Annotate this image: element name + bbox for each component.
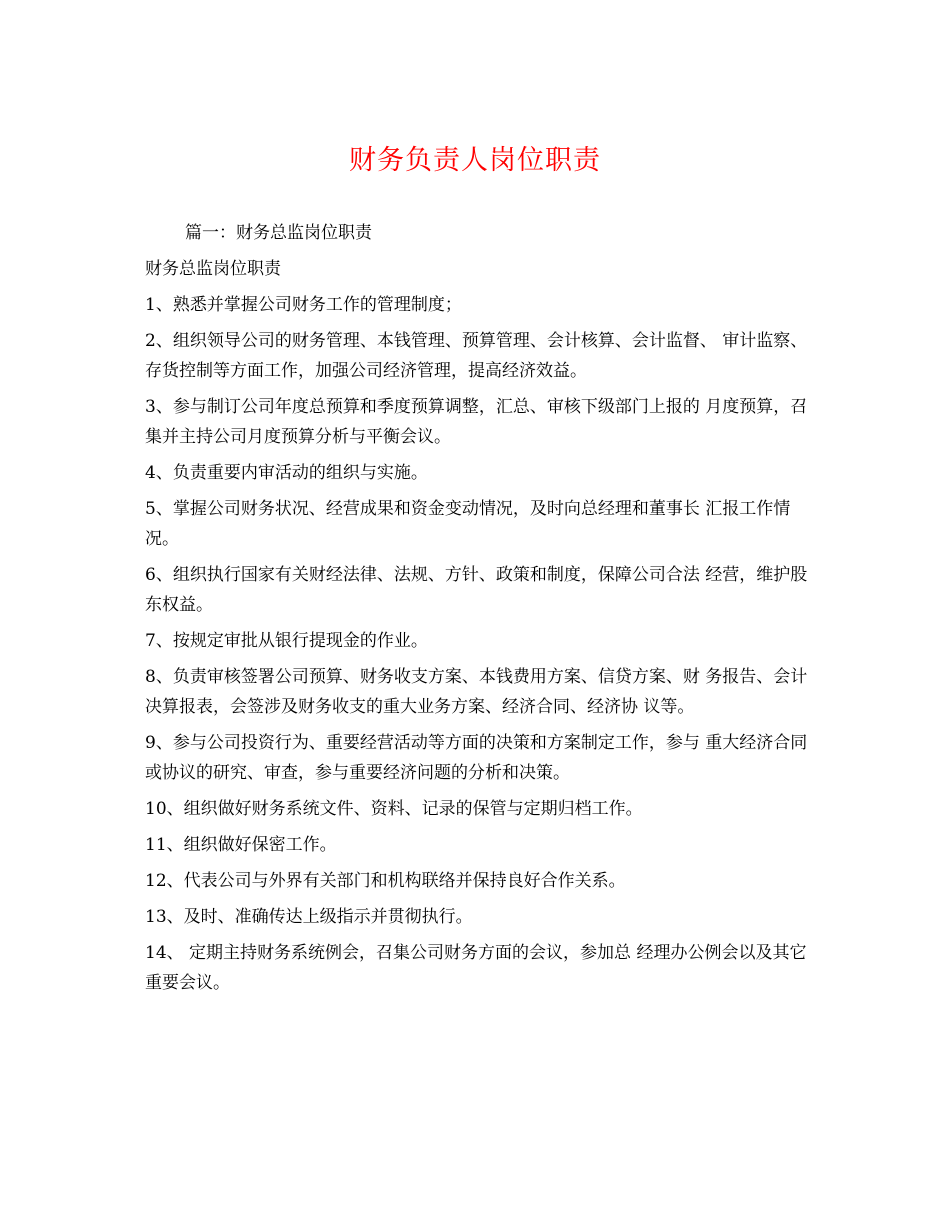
duty-item-4: 4、负责重要内审活动的组织与实施。 [145,463,428,483]
section-heading: 财务总监岗位职责 [145,259,281,279]
duty-item-14: 14、 定期主持财务系统例会，召集公司财务方面的会议，参加总 经理办公例会以及其它重要会议。 [145,943,807,993]
duty-item-6: 6、组织执行国家有关财经法律、法规、方针、政策和制度，保障公司合法 经营，维护股东权益。 [145,565,808,615]
duty-item-9: 9、参与公司投资行为、重要经营活动等方面的决策和方案制定工作，参与 重大经济合同或协议的研究、审查，参与重要经济问题的分析和决策。 [145,733,808,783]
duty-item-3: 3、参与制订公司年度总预算和季度预算调整，汇总、审核下级部门上报的 月度预算，召集并主持公司月度预算分析与平衡会议。 [145,397,808,447]
duty-item-13: 13、及时、准确传达上级指示并贯彻执行。 [145,907,473,927]
section-subtitle: 篇一：财务总监岗位职责 [185,223,372,243]
duty-item-2: 2、组织领导公司的财务管理、本钱管理、预算管理、会计核算、会计监督、 审计监察、存货控制等方面工作，加强公司经济管理，提高经济效益。 [145,331,808,381]
duty-item-5: 5、掌握公司财务状况、经营成果和资金变动情况，及时向总经理和董事长 汇报工作情况。 [145,499,791,549]
duty-item-11: 11、组织做好保密工作。 [145,835,337,855]
duty-item-1: 1、熟悉并掌握公司财务工作的管理制度； [145,295,462,315]
document-title: 财务负责人岗位职责 [349,145,601,176]
duty-item-8: 8、负责审核签署公司预算、财务收支方案、本钱费用方案、信贷方案、财 务报告、会计决算报表，会签涉及财务收支的重大业务方案、经济合同、经济协 议等。 [145,667,808,717]
duty-item-10: 10、组织做好财务系统文件、资料、记录的保管与定期归档工作。 [145,799,643,819]
duty-item-7: 7、按规定审批从银行提现金的作业。 [145,631,428,651]
duty-item-12: 12、代表公司与外界有关部门和机构联络并保持良好合作关系。 [145,871,626,891]
document-body [145,218,810,1004]
